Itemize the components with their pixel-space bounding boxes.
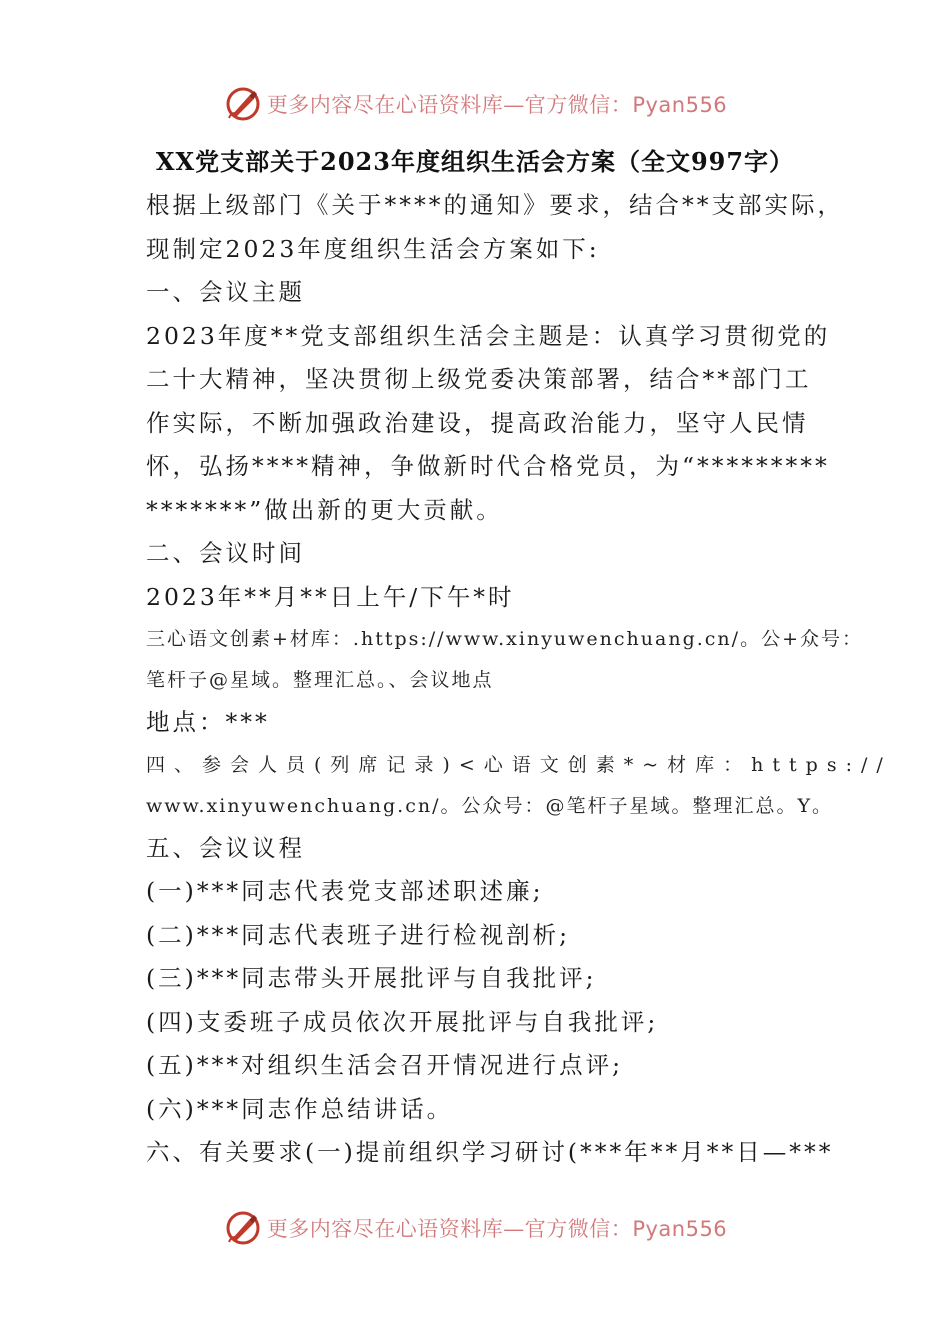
paragraph-line: 怀，弘扬****精神，争做新时代合格党员，为“********* bbox=[146, 452, 830, 480]
paragraph-line: 根据上级部门《关于****的通知》要求，结合**支部实际， bbox=[146, 191, 844, 219]
agenda-item: (一)***同志代表党支部述职述廉; bbox=[146, 877, 544, 905]
watermark-line: 三心语文创素+材库：.https://www.xinyuwenchuang.cn/。公+众号： bbox=[146, 628, 863, 650]
agenda-item: (六)***同志作总结讲话。 bbox=[146, 1094, 454, 1123]
document-title: XX党支部关于2023年度组织生活会方案（全文997字） bbox=[155, 147, 795, 176]
pen-nib-logo-icon bbox=[223, 1208, 263, 1248]
section-heading: 六、有关要求(一)提前组织学习研讨(***年**月**日—*** bbox=[146, 1138, 834, 1166]
watermark-line: www.xinyuwenchuang.cn/。公众号：@笔杆子星域。整理汇总。Y。 bbox=[146, 794, 834, 817]
paragraph-line: 地点：*** bbox=[146, 708, 270, 736]
paragraph-line: 2023年**月**日上午/下午*时 bbox=[146, 582, 515, 611]
document-body bbox=[146, 184, 892, 1175]
agenda-item: (五)***对组织生活会召开情况进行点评; bbox=[146, 1051, 624, 1079]
banner-text: 更多内容尽在心语资料库—官方微信：Pyan556 bbox=[266, 93, 728, 117]
section-heading: 二、会议时间 bbox=[146, 539, 305, 567]
paragraph-line: *******”做出新的更大贡献。 bbox=[146, 495, 503, 524]
banner-text: 更多内容尽在心语资料库—官方微信：Pyan556 bbox=[266, 1217, 728, 1241]
section-heading: 一、会议主题 bbox=[146, 278, 305, 306]
footer-banner bbox=[0, 1206, 950, 1250]
pen-nib-logo-icon bbox=[223, 84, 263, 124]
agenda-item: (三)***同志带头开展批评与自我批评; bbox=[146, 964, 597, 992]
paragraph-line: 现制定2023年度组织生活会方案如下: bbox=[146, 234, 600, 263]
agenda-item: (二)***同志代表班子进行检视剖析; bbox=[146, 920, 571, 949]
agenda-item: (四)支委班子成员依次开展批评与自我批评; bbox=[146, 1007, 659, 1036]
header-banner bbox=[0, 82, 950, 126]
section-heading: 五、会议议程 bbox=[146, 833, 305, 862]
paragraph-line: 作实际，不断加强政治建设，提高政治能力，坚守人民情 bbox=[146, 408, 809, 437]
paragraph-line: 2023年度**党支部组织生活会主题是：认真学习贯彻党的 bbox=[146, 321, 831, 350]
watermark-line: 四、参会人员(列席记录)<心语文创素*~材库：https:// bbox=[146, 753, 892, 776]
watermark-line: 笔杆子@星域。整理汇总。、会议地点 bbox=[146, 669, 494, 691]
paragraph-line: 二十大精神，坚决贯彻上级党委决策部署，结合**部门工 bbox=[146, 365, 812, 393]
